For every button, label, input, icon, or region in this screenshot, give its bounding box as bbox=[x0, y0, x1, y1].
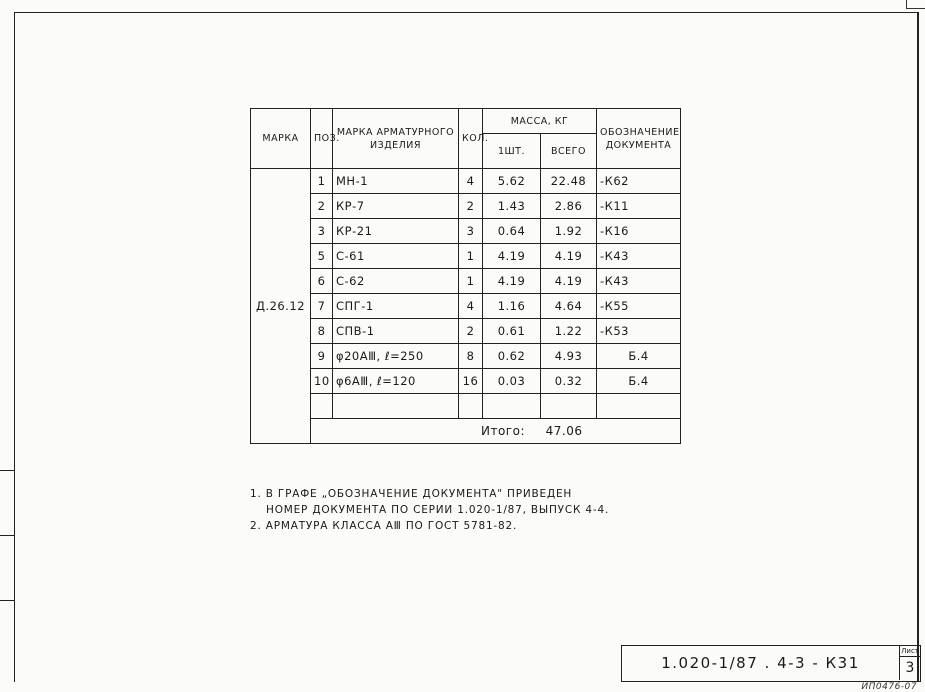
row-qty: 1 bbox=[459, 269, 483, 294]
note-line: НОМЕР ДОКУМЕНТА ПО СЕРИИ 1.020-1/87, ВЫПУСК 4-4. bbox=[266, 504, 610, 516]
corner-mark bbox=[906, 0, 925, 9]
row-item: КР-21 bbox=[333, 219, 459, 244]
row-qty: 1 bbox=[459, 244, 483, 269]
left-margin-strip bbox=[0, 470, 15, 682]
row-unit-mass: 0.62 bbox=[483, 344, 541, 369]
row-item: КР-7 bbox=[333, 194, 459, 219]
header-mark: МАРКА bbox=[251, 109, 311, 169]
table-row bbox=[251, 244, 681, 269]
row-pos: 8 bbox=[311, 319, 333, 344]
row-qty: 2 bbox=[459, 319, 483, 344]
row-pos: 10 bbox=[311, 369, 333, 394]
table-row bbox=[251, 194, 681, 219]
row-unit-mass: 4.19 bbox=[483, 244, 541, 269]
row-unit-mass: 0.64 bbox=[483, 219, 541, 244]
row-item: С-62 bbox=[333, 269, 459, 294]
row-pos: 2 bbox=[311, 194, 333, 219]
row-total-mass: 4.93 bbox=[541, 344, 597, 369]
title-block bbox=[621, 645, 921, 682]
row-doc: -К53 bbox=[597, 319, 681, 344]
table-row bbox=[251, 294, 681, 319]
row-doc: -К43 bbox=[597, 244, 681, 269]
total-value: 47.06 bbox=[545, 424, 583, 438]
row-item: φ20АⅢ, ℓ=250 bbox=[333, 344, 459, 369]
row-item: МН-1 bbox=[333, 169, 459, 194]
row-item: φ6АⅢ, ℓ=120 bbox=[333, 369, 459, 394]
row-pos: 1 bbox=[311, 169, 333, 194]
row-pos: 9 bbox=[311, 344, 333, 369]
row-total-mass: 22.48 bbox=[541, 169, 597, 194]
row-item: С-61 bbox=[333, 244, 459, 269]
note-line: 2. АРМАТУРА КЛАССА АⅢ ПО ГОСТ 5781-82. bbox=[250, 520, 518, 532]
row-pos: 7 bbox=[311, 294, 333, 319]
row-total-mass: 4.19 bbox=[541, 244, 597, 269]
table-row bbox=[251, 344, 681, 369]
row-qty: 2 bbox=[459, 194, 483, 219]
table-row bbox=[251, 319, 681, 344]
row-unit-mass: 4.19 bbox=[483, 269, 541, 294]
table-row bbox=[251, 219, 681, 244]
group-mark: Д.26.12 bbox=[251, 169, 311, 444]
row-pos: 3 bbox=[311, 219, 333, 244]
row-qty: 3 bbox=[459, 219, 483, 244]
sheet-cell bbox=[900, 646, 920, 680]
row-doc: -К62 bbox=[597, 169, 681, 194]
row-unit-mass: 5.62 bbox=[483, 169, 541, 194]
archive-number: ИП0476-07 bbox=[861, 682, 917, 692]
document-code: 1.020-1/87 . 4-3 - К31 bbox=[622, 646, 900, 680]
row-unit-mass: 1.43 bbox=[483, 194, 541, 219]
row-unit-mass: 0.61 bbox=[483, 319, 541, 344]
header-mass: МАССА, КГ bbox=[483, 109, 597, 134]
notes bbox=[250, 486, 710, 534]
header-item-mark: МАРКА АРМАТУРНОГО ИЗДЕЛИЯ bbox=[333, 109, 459, 169]
row-total-mass: 2.86 bbox=[541, 194, 597, 219]
table-row-empty bbox=[251, 394, 681, 419]
header-unit-mass: 1ШТ. bbox=[483, 134, 541, 169]
row-doc: -К11 bbox=[597, 194, 681, 219]
table-row bbox=[251, 269, 681, 294]
row-doc: -К16 bbox=[597, 219, 681, 244]
row-qty: 16 bbox=[459, 369, 483, 394]
row-qty: 8 bbox=[459, 344, 483, 369]
row-total-mass: 1.22 bbox=[541, 319, 597, 344]
total-row bbox=[251, 419, 681, 444]
row-doc: -К55 bbox=[597, 294, 681, 319]
total-label: Итого: bbox=[481, 424, 525, 438]
row-unit-mass: 0.03 bbox=[483, 369, 541, 394]
header-pos: ПОЗ. bbox=[311, 109, 333, 169]
row-qty: 4 bbox=[459, 294, 483, 319]
header-doc: ОБОЗНАЧЕНИЕ ДОКУМЕНТА bbox=[597, 109, 681, 169]
row-total-mass: 0.32 bbox=[541, 369, 597, 394]
table-row bbox=[251, 169, 681, 194]
row-item: СПГ-1 bbox=[333, 294, 459, 319]
row-pos: 6 bbox=[311, 269, 333, 294]
header-qty: КОЛ. bbox=[459, 109, 483, 169]
row-total-mass: 4.64 bbox=[541, 294, 597, 319]
row-doc: -К43 bbox=[597, 269, 681, 294]
table-row bbox=[251, 369, 681, 394]
row-total-mass: 1.92 bbox=[541, 219, 597, 244]
sheet-label: Лист bbox=[901, 647, 919, 655]
row-item: СПВ-1 bbox=[333, 319, 459, 344]
note-line: 1. В ГРАФЕ „ОБОЗНАЧЕНИЕ ДОКУМЕНТА" ПРИВЕДЕН bbox=[250, 488, 573, 500]
row-unit-mass: 1.16 bbox=[483, 294, 541, 319]
row-doc: Б.4 bbox=[597, 369, 681, 394]
specification-table bbox=[250, 108, 681, 444]
row-total-mass: 4.19 bbox=[541, 269, 597, 294]
sheet-number: 3 bbox=[905, 660, 915, 676]
row-qty: 4 bbox=[459, 169, 483, 194]
row-pos: 5 bbox=[311, 244, 333, 269]
row-doc: Б.4 bbox=[597, 344, 681, 369]
header-total-mass: ВСЕГО bbox=[541, 134, 597, 169]
